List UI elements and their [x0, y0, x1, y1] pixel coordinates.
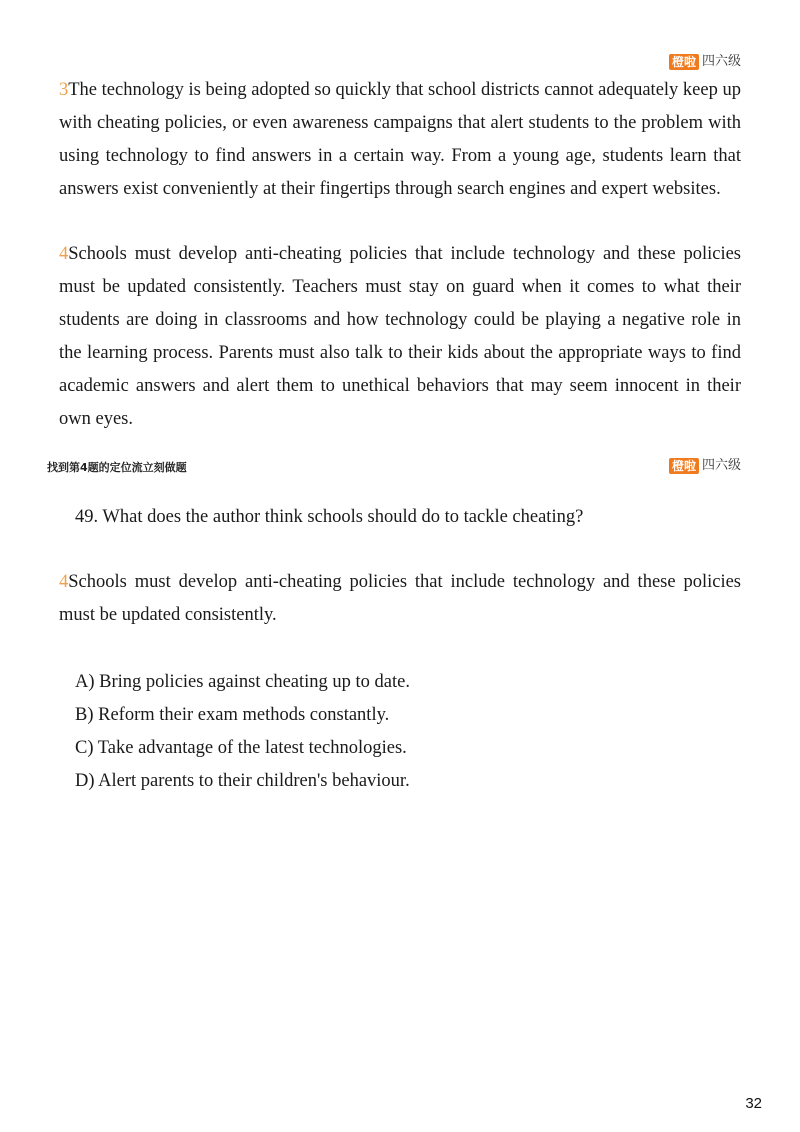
brand-logo	[669, 458, 741, 474]
answer-options	[75, 666, 410, 798]
option-a: A) Bring policies against cheating up to date.	[75, 672, 410, 692]
paragraph-text: Schools must develop anti-cheating policies that include technology and these policies must be updated consistently. Teachers must stay on guard when it comes to what their students are doing in classrooms and how technology could be playing a negative role in the learning process. Parents must also talk to their kids about the appropriate ways to find academic answers and alert them to unethical behaviors that may seem innocent in their own eyes.	[59, 244, 741, 429]
option-d: D) Alert parents to their children's behaviour.	[75, 771, 410, 791]
brand-logo	[669, 54, 741, 70]
question-49: 49. What does the author think schools should do to tackle cheating?	[75, 507, 584, 527]
passage-paragraph-3	[59, 74, 741, 206]
page-number: 32	[745, 1095, 762, 1112]
paragraph-text: The technology is being adopted so quickly that school districts cannot adequately keep up with cheating policies, or even awareness campaigns that alert students to the problem with using technology to find answers in a certain way. From a young age, students learn that answers exist conveniently at their fingertips through search engines and expert websites.	[59, 80, 741, 199]
paragraph-number: 4	[59, 572, 69, 592]
hint-text: 找到第4题的定位流立刻做题	[47, 461, 187, 474]
exam-level: 四六级	[701, 54, 741, 69]
brand-name: 橙啦	[669, 54, 699, 70]
exam-level: 四六级	[701, 458, 741, 473]
quoted-paragraph	[59, 566, 741, 632]
paragraph-number: 4	[59, 244, 69, 264]
brand-name: 橙啦	[669, 458, 699, 474]
passage-paragraph-4	[59, 238, 741, 436]
option-c: C) Take advantage of the latest technologies.	[75, 738, 407, 758]
quoted-text: Schools must develop anti-cheating policies that include technology and these policies must be updated consistently.	[59, 572, 741, 625]
option-b: B) Reform their exam methods constantly.	[75, 705, 390, 725]
paragraph-number: 3	[59, 80, 69, 100]
